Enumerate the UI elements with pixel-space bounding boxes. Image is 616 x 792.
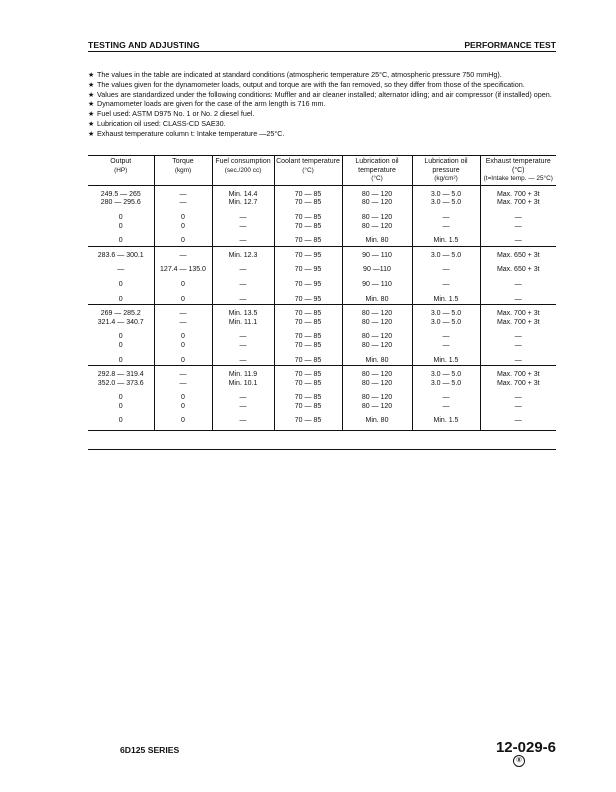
note-text: The values given for the dynamometer loads, output and torque are with the fan removed, so they differ from those of the specification. xyxy=(97,79,525,89)
column-header-fuel-consumption: Fuel consumption (sec./200 cc) xyxy=(212,156,274,186)
table-cell: 127.4 — 135.0 xyxy=(154,260,212,275)
star-icon: ★ xyxy=(88,89,95,99)
revision-mark: ⑧ xyxy=(513,755,525,767)
table-row xyxy=(88,246,556,260)
table-cell: 269 — 285.2 321.4 — 340.7 xyxy=(97,310,144,326)
table-cell: 0 xyxy=(154,351,212,366)
table-cell: — — xyxy=(212,208,274,231)
column-header-coolant-temperature: Coolant temperature (°C) xyxy=(274,156,342,186)
table-cell: 283.6 — 300.1 xyxy=(97,251,144,259)
table-header-row xyxy=(88,156,556,186)
table-cell: — — xyxy=(480,208,556,231)
table-cell: 0 xyxy=(154,275,212,290)
table-cell: — — xyxy=(412,208,480,231)
table-cell: 0 0 xyxy=(154,208,212,231)
table-cell: 3.0 — 5.0 3.0 — 5.0 xyxy=(412,185,480,208)
table-cell: — — xyxy=(212,388,274,411)
table-cell: Min. 1.5 xyxy=(412,411,480,430)
table-cell: — — xyxy=(480,388,556,411)
table-cell: 70 — 85 70 — 85 xyxy=(274,185,342,208)
table-cell: 70 — 85 xyxy=(274,411,342,430)
table-row xyxy=(88,388,556,411)
table-cell: — — xyxy=(412,327,480,350)
table-cell: 90 —110 xyxy=(342,260,412,275)
table-cell: 70 — 85 70 — 85 xyxy=(274,327,342,350)
table-cell: Min. 80 xyxy=(342,411,412,430)
table-cell: — — xyxy=(154,305,212,328)
column-header-oil-pressure: Lubrication oil pressure (kg/cm²) xyxy=(412,156,480,186)
table-cell: 70 — 85 70 — 85 xyxy=(274,208,342,231)
table-cell: 0 0 xyxy=(118,333,123,349)
table-cell: 70 — 85 xyxy=(274,231,342,246)
table-cell: — xyxy=(117,266,125,274)
table-cell: 3.0 — 5.0 3.0 — 5.0 xyxy=(412,305,480,328)
note-item xyxy=(88,109,556,119)
table-cell: 0 0 xyxy=(154,388,212,411)
table-cell: — xyxy=(412,260,480,275)
table-row xyxy=(88,327,556,350)
note-item xyxy=(88,80,556,90)
star-icon: ★ xyxy=(88,118,95,128)
table-cell: 80 — 120 80 — 120 xyxy=(342,185,412,208)
table-cell: Min. 80 xyxy=(342,351,412,366)
table-cell: — xyxy=(480,351,556,366)
table-cell: Max. 700 + 3t Max. 700 + 3t xyxy=(480,305,556,328)
star-icon: ★ xyxy=(88,128,95,138)
table-row xyxy=(88,290,556,305)
table-cell: Min. 1.5 xyxy=(412,351,480,366)
table-cell: — — xyxy=(154,366,212,389)
table-cell: — xyxy=(212,411,274,430)
table-cell: 3.0 — 5.0 3.0 — 5.0 xyxy=(412,366,480,389)
table-cell: Max. 700 + 3t Max. 700 + 3t xyxy=(480,185,556,208)
table-cell: Min. 12.3 xyxy=(212,246,274,260)
table-row xyxy=(88,366,556,389)
star-icon: ★ xyxy=(88,99,95,109)
star-icon: ★ xyxy=(88,109,95,119)
note-item xyxy=(88,119,556,129)
table-bottom-rule xyxy=(88,449,556,450)
table-cell: 0 xyxy=(88,231,154,246)
table-cell: Max. 650 + 3t xyxy=(480,260,556,275)
table-row xyxy=(88,411,556,430)
performance-table xyxy=(88,155,556,431)
table-cell: — — xyxy=(154,185,212,208)
notes-list xyxy=(88,70,556,139)
table-row xyxy=(88,351,556,366)
table-cell: 80 — 120 80 — 120 xyxy=(342,388,412,411)
table-cell: 70 — 95 xyxy=(274,290,342,305)
table-cell: 0 xyxy=(88,411,154,430)
table-row xyxy=(88,305,556,328)
table-cell: — xyxy=(480,231,556,246)
table-cell: 0 xyxy=(154,231,212,246)
section-title: TESTING AND ADJUSTING xyxy=(88,40,200,50)
table-cell: Min. 13.5 Min. 11.1 xyxy=(212,305,274,328)
page-number: 12-029-6 xyxy=(495,739,556,756)
table-cell: 80 — 120 80 — 120 xyxy=(342,305,412,328)
table-cell: — xyxy=(212,275,274,290)
table-cell: 0 xyxy=(154,411,212,430)
table-cell: 0 xyxy=(88,351,154,366)
table-cell: Max. 650 + 3t xyxy=(480,246,556,260)
table-cell: 0 0 xyxy=(154,327,212,350)
table-cell: — xyxy=(480,411,556,430)
star-icon: ★ xyxy=(88,79,95,89)
table-cell: 0 xyxy=(88,290,154,305)
table-cell: — — xyxy=(212,327,274,350)
note-item xyxy=(88,129,556,139)
table-cell: 0 xyxy=(154,290,212,305)
table-cell: Min. 11.9 Min. 10.1 xyxy=(212,366,274,389)
table-cell: 70 — 95 xyxy=(274,246,342,260)
table-cell: — — xyxy=(480,327,556,350)
column-header-output: Output (HP) xyxy=(88,156,154,186)
table-row xyxy=(88,275,556,290)
table-cell: 70 — 85 70 — 85 xyxy=(274,305,342,328)
column-header-exhaust-temperature: Exhaust temperature (°C) (t=Intake temp. — 25°C) xyxy=(480,156,556,186)
note-text: Exhaust temperature column t: Intake temperature —25°C. xyxy=(97,128,285,138)
table-cell: 3.0 — 5.0 xyxy=(412,246,480,260)
table-cell: Max. 700 + 3t Max. 700 + 3t xyxy=(480,366,556,389)
table-cell: 0 0 xyxy=(118,394,123,410)
column-header-torque: Torque (kgm) xyxy=(154,156,212,186)
star-icon: ★ xyxy=(88,70,95,79)
table-cell: — xyxy=(154,246,212,260)
series-label: 6D125 SERIES xyxy=(120,745,180,755)
table-cell: Min. 80 xyxy=(342,290,412,305)
table-cell: 0 xyxy=(118,280,123,288)
table-cell: — xyxy=(412,275,480,290)
table-cell: Min. 1.5 xyxy=(412,290,480,305)
table-cell: — xyxy=(212,231,274,246)
note-text: Dynamometer loads are given for the case of the arm length is 716 mm. xyxy=(97,99,326,109)
table-cell: 80 — 120 80 — 120 xyxy=(342,208,412,231)
table-cell: — xyxy=(480,290,556,305)
table-cell: — xyxy=(212,351,274,366)
table-cell: 70 — 95 xyxy=(274,260,342,275)
table-row xyxy=(88,208,556,231)
note-text: Values are standardized under the following conditions: Muffler and air cleaner installed; alternator idling; and air compressor (if installed) open. xyxy=(97,89,552,99)
table-cell: 70 — 85 xyxy=(274,351,342,366)
table-cell: 90 — 110 xyxy=(342,246,412,260)
table-cell: 70 — 85 70 — 85 xyxy=(274,388,342,411)
table-cell: 70 — 95 xyxy=(274,275,342,290)
table-cell: 90 — 110 xyxy=(342,275,412,290)
note-text: Fuel used: ASTM D975 No. 1 or No. 2 diesel fuel. xyxy=(97,109,255,119)
header-rule xyxy=(88,51,556,52)
table-cell: Min. 80 xyxy=(342,231,412,246)
note-item xyxy=(88,90,556,100)
note-text: Lubrication oil used: CLASS-CD SAE30. xyxy=(97,118,226,128)
subsection-title: PERFORMANCE TEST xyxy=(464,40,556,50)
table-cell: 292.8 — 319.4 352.0 — 373.6 xyxy=(97,371,144,387)
note-item xyxy=(88,70,556,80)
table-cell: — — xyxy=(412,388,480,411)
table-cell: 80 — 120 80 — 120 xyxy=(342,366,412,389)
table-cell: 249.5 — 265 280 — 295.6 xyxy=(100,190,141,207)
table-row xyxy=(88,231,556,246)
note-item xyxy=(88,99,556,109)
table-cell: — xyxy=(212,260,274,275)
table-row xyxy=(88,185,556,208)
note-text: The values in the table are indicated at standard conditions (atmospheric temperature 25°C, atmospheric pressure 750 mmHg). xyxy=(97,70,502,79)
table-cell: 80 — 120 80 — 120 xyxy=(342,327,412,350)
table-cell: Min. 14.4 Min. 12.7 xyxy=(212,185,274,208)
table-row xyxy=(88,260,556,275)
table-cell: 0 0 xyxy=(118,213,123,230)
table-cell: — xyxy=(212,290,274,305)
table-cell: — xyxy=(480,275,556,290)
column-header-oil-temperature: Lubrication oil temperature (°C) xyxy=(342,156,412,186)
table-cell: Min. 1.5 xyxy=(412,231,480,246)
table-cell: 70 — 85 70 — 85 xyxy=(274,366,342,389)
